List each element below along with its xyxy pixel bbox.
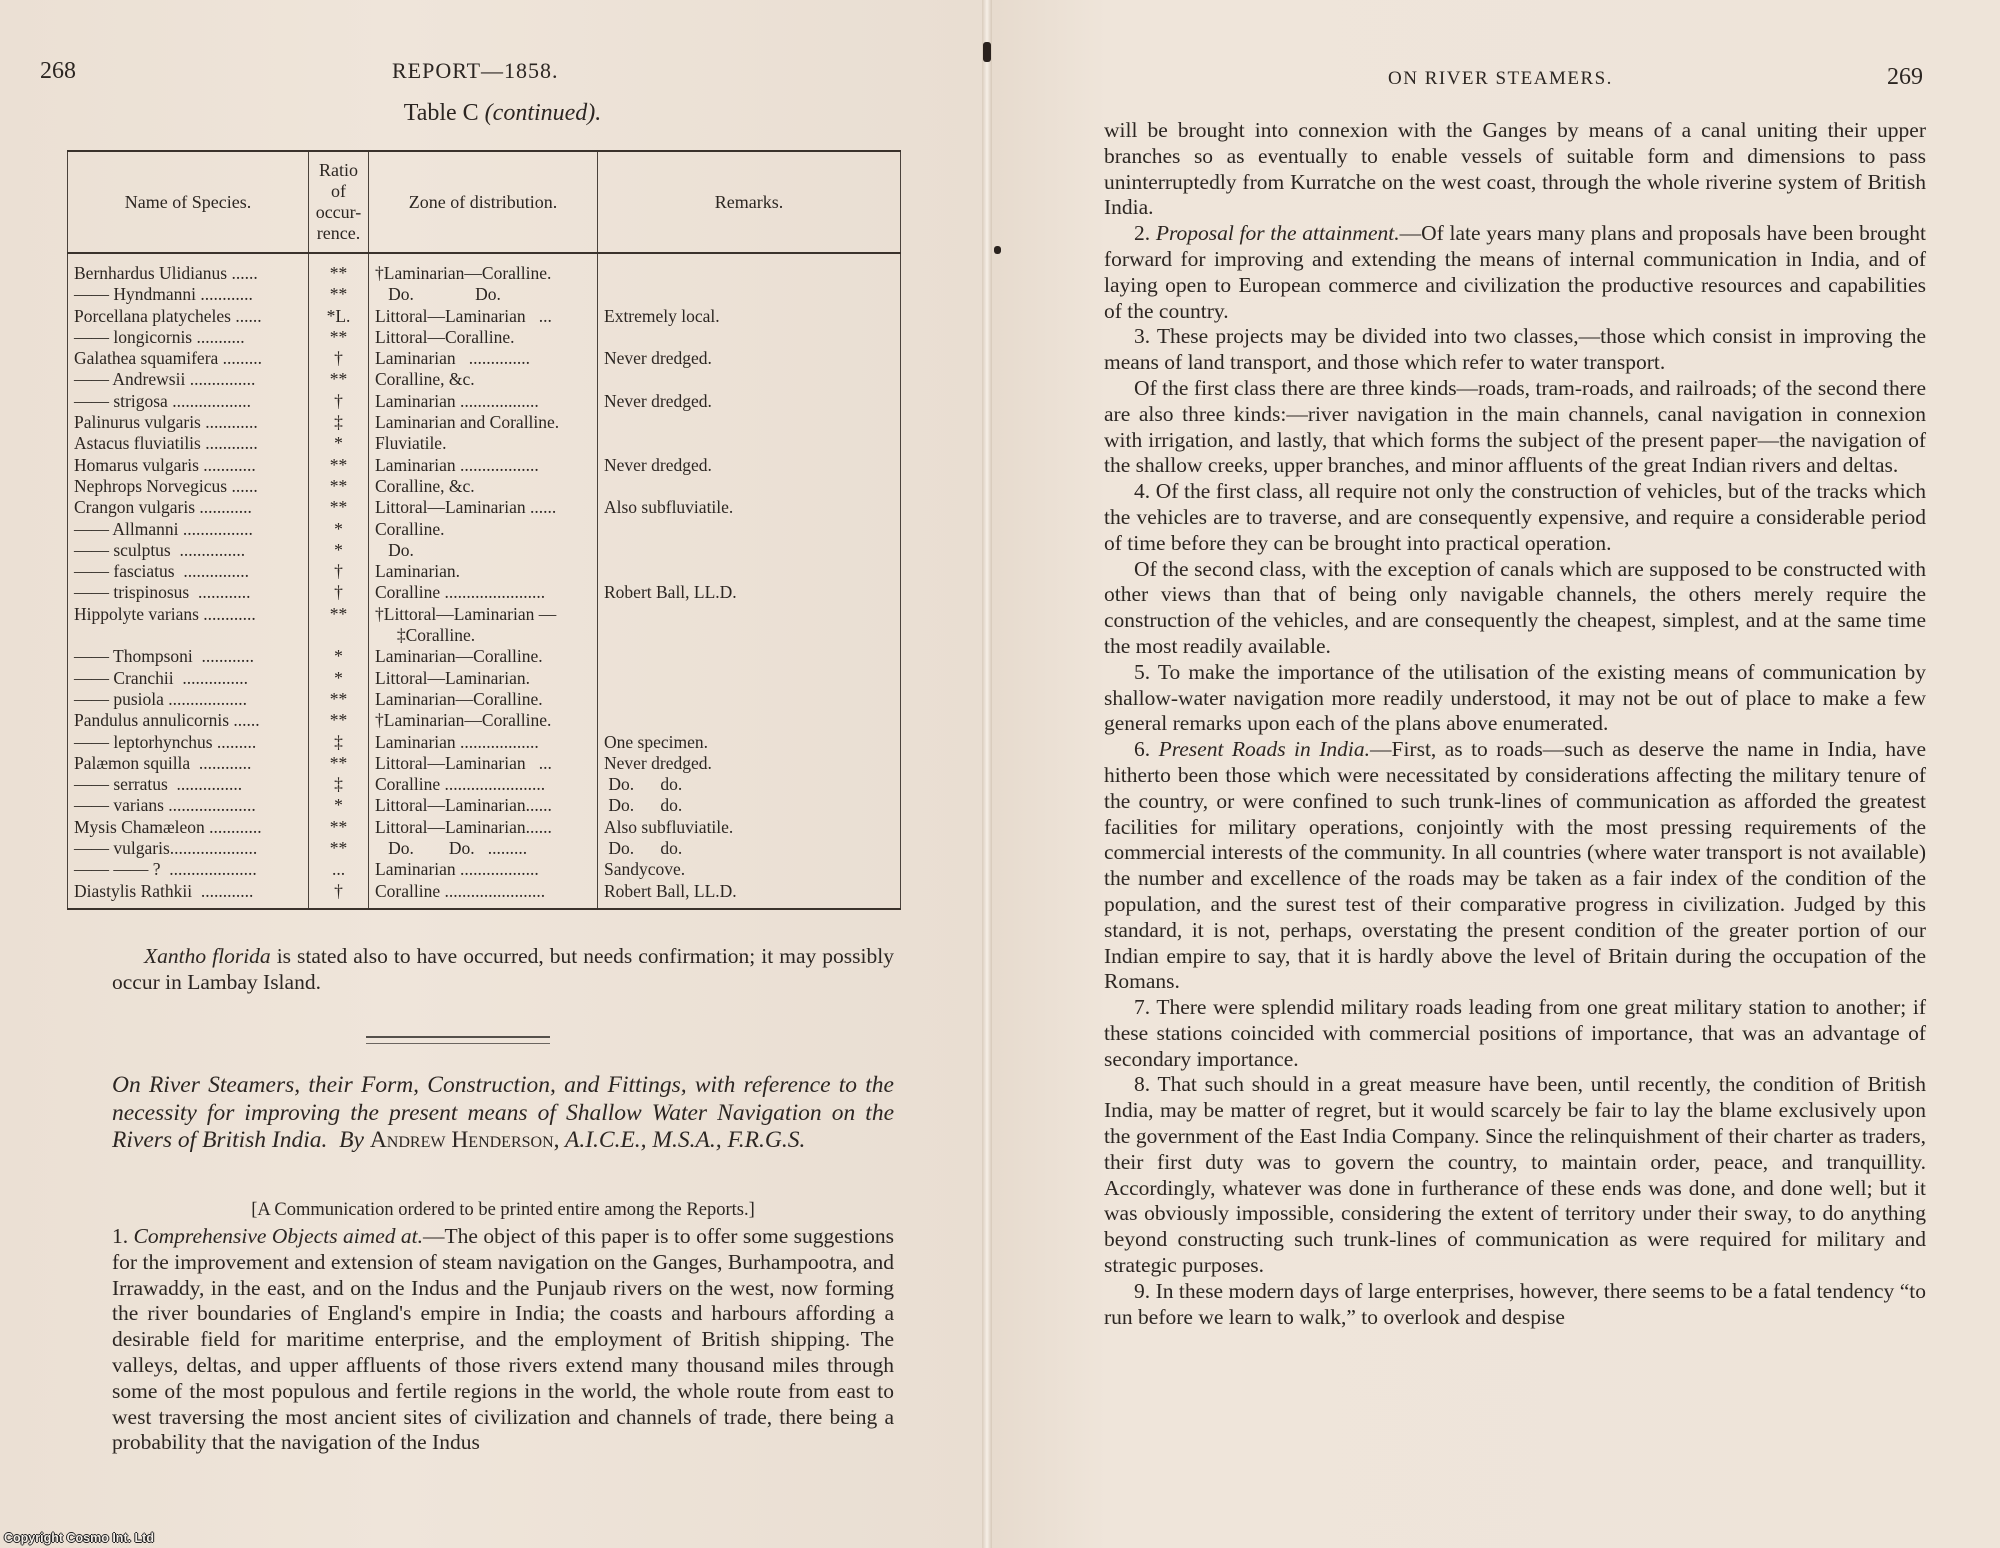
paper-author-credentials: A.I.C.E., M.S.A., F.R.G.S. [564,1127,806,1153]
remarks-cell: Never dredged. [598,455,901,476]
remarks-cell [598,668,901,689]
table-row [68,561,901,582]
ratio-cell: ** [309,284,369,305]
zone-cell: Laminarian .................. [369,732,598,753]
page-number-left: 268 [40,58,76,84]
species-name-cell: Hippolyte varians ............ [68,604,309,625]
remarks-cell [598,253,901,284]
note-italic-species: Xantho florida [144,944,271,968]
remarks-cell: Extremely local. [598,306,901,327]
ratio-cell: † [309,348,369,369]
zone-cell: Coralline ....................... [369,582,598,603]
zone-cell: Laminarian .................. [369,391,598,412]
paragraph-number: 2. [1134,221,1151,246]
paragraph-heading: Present Roads in India. [1158,737,1370,762]
zone-cell: Littoral—Coralline. [369,327,598,348]
table-row [68,540,901,561]
zone-cell: Do. [369,540,598,561]
species-name-cell: —— varians .................... [68,795,309,816]
remarks-cell [598,284,901,305]
ratio-cell: ** [309,253,369,284]
species-name-cell: —— —— ? .................... [68,859,309,880]
ratio-cell [309,625,369,646]
species-name-cell: Palinurus vulgaris ............ [68,412,309,433]
table-row [68,327,901,348]
ratio-cell: *L. [309,306,369,327]
table-row [68,455,901,476]
paragraph-number: 6. [1134,737,1151,762]
zone-cell: Laminarian and Coralline. [369,412,598,433]
ratio-cell: ** [309,327,369,348]
table-row [68,604,901,625]
paper-author: Andrew Henderson, [369,1127,560,1153]
paragraph [1104,1279,1926,1331]
ratio-cell: ** [309,604,369,625]
table-row [68,348,901,369]
zone-cell: Littoral—Laminarian ... [369,753,598,774]
header-remarks: Remarks. [598,151,901,253]
zone-cell: Littoral—Laminarian ...... [369,497,598,518]
remarks-cell [598,710,901,731]
section-1-heading: Comprehensive Objects aimed at. [133,1224,424,1248]
table-row [68,476,901,497]
table-row [68,753,901,774]
zone-cell: Coralline ....................... [369,774,598,795]
species-name-cell: Diastylis Rathkii ............ [68,881,309,909]
remarks-cell [598,646,901,667]
remarks-cell [598,604,901,625]
copyright-watermark: Copyright Cosmo Int. Ltd [4,1531,154,1545]
remarks-cell: Also subfluviatile. [598,817,901,838]
remarks-cell: Do. do. [598,795,901,816]
paragraph-number: 7. [1134,995,1151,1020]
running-head-left: REPORT—1858. [392,58,559,83]
paragraph-text: Of the first class, all require not only the construction of vehicles, but of the tracks which the vehicles are to traverse, and are consequently expensive, and require a considerable period of time before they can be brought into practical operation. [1104,479,1927,555]
species-name-cell: —— Andrewsii ............... [68,369,309,390]
zone-cell: Coralline. [369,519,598,540]
page-number-right: 269 [1887,64,1923,90]
species-name-cell: —— Cranchii ............... [68,668,309,689]
paragraph-text: —First, as to roads—such as deserve the name in India, have hitherto been those which were necessitated by considerations affecting the military tenure of the country, or were confined to such trunk-lines of communication as afforded the greatest facilities for military operations, conjointly with the most pressing requirements of the commercial interests of the community. In all countries (where water transport is not available) the number and excellence of the roads may be taken as a fair index of the condition of the population, and the surest test of their comparative progress in civilization. Judged by this standard, it is not, perhaps, overstating the present condition of the greater portion of our Indian empire to say, that it is hardly above the level of Britain during the occupation of the Romans. [1104,737,1927,994]
zone-cell: Laminarian .............. [369,348,598,369]
paragraph [1104,479,1926,556]
zone-cell: †Laminarian—Coralline. [369,253,598,284]
table-row [68,774,901,795]
paragraph-text: Of the second class, with the exception of canals which are supposed to be constructed with other views than that of being only navigable channels, the others merely require the construction of the vehicles, and are consequently the cheapest, simplest, and at the same time the most readily available. [1104,556,1926,658]
table-row [68,817,901,838]
zone-cell: Laminarian .................. [369,859,598,880]
table-row [68,881,901,909]
species-name-cell [68,625,309,646]
table-row [68,732,901,753]
species-name-cell: Palæmon squilla ............ [68,753,309,774]
species-table [67,150,901,910]
zone-cell: Littoral—Laminarian...... [369,817,598,838]
table-row [68,519,901,540]
table-row [68,582,901,603]
species-name-cell: —— serratus ............... [68,774,309,795]
paragraph-number: 9. [1134,1278,1151,1303]
ratio-cell: † [309,582,369,603]
paragraph [1104,1072,1926,1278]
species-name-cell: Crangon vulgaris ............ [68,497,309,518]
species-name-cell: —— Hyndmanni ............ [68,284,309,305]
remarks-cell: Do. do. [598,774,901,795]
remarks-cell [598,540,901,561]
species-name-cell: —— sculptus ............... [68,540,309,561]
ratio-cell: ‡ [309,774,369,795]
table-row [68,497,901,518]
paragraph-number: 8. [1134,1072,1151,1097]
remarks-cell: Robert Ball, LL.D. [598,881,901,909]
ratio-cell: † [309,561,369,582]
ratio-cell: ** [309,497,369,518]
remarks-cell [598,327,901,348]
species-table-body [68,253,901,909]
ratio-cell: ** [309,455,369,476]
remarks-cell [598,689,901,710]
species-name-cell: —— Thompsoni ............ [68,646,309,667]
table-row [68,646,901,667]
species-name-cell: Galathea squamifera ......... [68,348,309,369]
header-ratio-of-occurrence: Ratio of occur- rence. [309,151,369,253]
zone-cell: Fluviatile. [369,433,598,454]
table-row [68,625,901,646]
ratio-cell: ** [309,817,369,838]
paragraph [1104,324,1926,376]
species-name-cell: —— trispinosus ............ [68,582,309,603]
paragraph [1104,660,1926,737]
zone-cell: Do. Do. ......... [369,838,598,859]
zone-cell: Littoral—Laminarian. [369,668,598,689]
section-1-text: —The object of this paper is to offer some suggestions for the improvement and extension of steam navigation on the Ganges, Burhampootra, and Irrawaddy, in the east, and on the Indus and the Punjaub rivers on the west, now forming the river boundaries of England's empire in India; the coasts and harbours affording a desirable field for maritime enterprise, and the employment of British shipping. The valleys, deltas, and upper affluents of those rivers extend many thousand miles through some of the most populous and fertile regions in the world, the whole route from east to west traversing the most ancient sites of civilization and channels of trade, there being a probability that the navigation of the Indus [112,1224,894,1455]
ratio-cell: * [309,519,369,540]
species-name-cell: —— longicornis ........... [68,327,309,348]
ratio-cell: ** [309,710,369,731]
section-divider-rule [366,1036,550,1044]
remarks-cell [598,433,901,454]
paragraph-number: 4. [1134,479,1151,504]
running-head-right: ON RIVER STEAMERS. [1388,68,1613,89]
zone-cell: Coralline, &c. [369,476,598,497]
zone-cell: Coralline, &c. [369,369,598,390]
remarks-cell: One specimen. [598,732,901,753]
ratio-cell: ** [309,369,369,390]
species-name-cell: —— strigosa .................. [68,391,309,412]
paragraph-text: These projects may be divided into two classes,—those which consist in improving the means of land transport, and those which refer to water transport. [1104,324,1926,375]
species-name-cell: Bernhardus Ulidianus ...... [68,253,309,284]
ratio-cell: † [309,881,369,909]
zone-cell: †Laminarian—Coralline. [369,710,598,731]
ratio-cell: * [309,646,369,667]
table-caption-title: Table C [403,100,479,126]
zone-cell: Littoral—Laminarian ... [369,306,598,327]
remarks-cell [598,476,901,497]
table-header-row [68,151,901,253]
zone-cell: Littoral—Laminarian...... [369,795,598,816]
table-row [68,795,901,816]
ratio-cell: ** [309,838,369,859]
note-text: is stated also to have occurred, but needs confirmation; it may possibly occur in Lambay Island. [112,944,894,994]
section-1-paragraph: 1. Comprehensive Objects aimed at.—The object of this paper is to offer some suggestions for the improvement and extension of steam navigation on the Ganges, Burhampootra, and Irrawaddy, in the east, and on the Indus and the Punjaub rivers on the west, now forming the river boundaries of England's empire in India; the coasts and harbours affording a desirable field for maritime enterprise, and the employment of British shipping. The valleys, deltas, and upper affluents of those rivers extend many thousand miles through some of the most populous and fertile regions in the world, the whole route from east to west traversing the most ancient sites of civilization and channels of trade, there being a probability that the navigation of the Indus [112,1224,894,1455]
book-gutter [982,0,992,1548]
table-row [68,689,901,710]
paragraph [1104,995,1926,1072]
zone-cell: ‡Coralline. [369,625,598,646]
paragraph-text: There were splendid military roads leading from one great military station to another; if these stations coincided with commercial positions of importance, that was an advantage of secondary importance. [1104,995,1926,1071]
ratio-cell: ‡ [309,412,369,433]
binding-stitch [983,42,991,62]
table-row [68,391,901,412]
ratio-cell: ** [309,689,369,710]
paragraph [1104,737,1926,995]
table-caption-qualifier: (continued). [484,100,602,126]
paper-title: On River Steamers, their Form, Construction, and Fittings, with reference to the necessity for improving the present means of Shallow Water Navigation on the Rivers of British India. By Andrew Henderson, A.I.C.E., M.S.A., F.R.G.S. [112,1072,894,1153]
zone-cell: Coralline ....................... [369,881,598,909]
table-row [68,306,901,327]
remarks-cell [598,412,901,433]
paper-title-italic: On River Steamers, their Form, Construction, and Fittings, with reference to the necessity for improving the present means of Shallow Water Navigation on the Rivers of British India. [112,1072,894,1153]
remarks-cell [598,561,901,582]
remarks-cell [598,519,901,540]
paragraph [1104,221,1926,324]
paragraph-text: In these modern days of large enterprises, however, there seems to be a fatal tendency “to run before we learn to walk,” to overlook and despise [1104,1278,1926,1329]
binding-stitch [994,246,1001,254]
remarks-cell [598,625,901,646]
species-name-cell: Mysis Chamæleon ............ [68,817,309,838]
species-name-cell: —— Allmanni ................ [68,519,309,540]
paragraph [1104,376,1926,479]
paragraph-text: To make the importance of the utilisation of the existing means of communication by shallow-water navigation more readily understood, it may not be out of place to make a few general remarks upon each of the plans above enumerated. [1104,659,1926,736]
paragraph-text: will be brought into connexion with the Ganges by means of a canal uniting their upper branches so as eventually to enable vessels of suitable form and dimensions to pass uninterruptedly from Kurratche on the west coast, through the whole riverine system of British India. [1104,118,1926,220]
species-name-cell: Homarus vulgaris ............ [68,455,309,476]
paragraph-heading: Proposal for the attainment. [1155,221,1400,246]
remarks-cell: Never dredged. [598,348,901,369]
table-row [68,859,901,880]
remarks-cell [598,369,901,390]
species-name-cell: Astacus fluviatilis ............ [68,433,309,454]
species-name-cell: —— pusiola .................. [68,689,309,710]
header-name-of-species: Name of Species. [68,151,309,253]
zone-cell: †Littoral—Laminarian — [369,604,598,625]
species-name-cell: —— fasciatus ............... [68,561,309,582]
remarks-cell: Do. do. [598,838,901,859]
communication-note: [A Communication ordered to be printed entire among the Reports.] [251,1200,755,1220]
xantho-note [112,944,894,996]
table-row [68,433,901,454]
zone-cell: Laminarian. [369,561,598,582]
paragraph-text: Of the first class there are three kinds—roads, tram-roads, and railroads; of the second there are also three kinds:—river navigation in the main channels, canal navigation in connexion with irrigation, and lastly, that which forms the subject of the present paper—the navigation of the shallow creeks, upper branches, and minor affluents of the great Indian rivers and deltas. [1104,375,1926,478]
ratio-cell: * [309,540,369,561]
table-row [68,838,901,859]
ratio-cell: ‡ [309,732,369,753]
remarks-cell: Never dredged. [598,753,901,774]
paragraph-text: That such should in a great measure have been, until recently, the condition of British India, may be matter of regret, but it would scarcely be fair to lay the blame exclusively upon the government of the East India Company. Since the relinquishment of their charter as traders, their first duty was to govern the country, to maintain order, peace, and tranquillity. Accordingly, whatever was done in furtherance of these ends was done, and done well; but it was obviously impossible, considering the extent of territory under their sway, to do anything beyond constructing such trunk-lines of communication as were required for military and strategic purposes. [1104,1072,1926,1278]
zone-cell: Laminarian—Coralline. [369,689,598,710]
ratio-cell: ** [309,753,369,774]
right-page-body [1104,118,1926,1330]
paragraph-number: 3. [1134,324,1151,349]
zone-cell: Laminarian .................. [369,455,598,476]
remarks-cell: Also subfluviatile. [598,497,901,518]
table-row [68,253,901,284]
species-name-cell: —— leptorhynchus ......... [68,732,309,753]
table-row [68,668,901,689]
table-row [68,412,901,433]
species-name-cell: Porcellana platycheles ...... [68,306,309,327]
ratio-cell: * [309,795,369,816]
species-name-cell: Pandulus annulicornis ...... [68,710,309,731]
paragraph [1104,557,1926,660]
paragraph-text: —Of late years many plans and proposals have been brought forward for improving and extending the means of internal communication in India, and of laying open to European commerce and civilization the productive resources and capabilities of the country. [1104,221,1926,323]
ratio-cell: ** [309,476,369,497]
remarks-cell: Robert Ball, LL.D. [598,582,901,603]
header-zone-of-distribution: Zone of distribution. [369,151,598,253]
paragraph-number: 5. [1134,659,1151,684]
ratio-cell: * [309,668,369,689]
ratio-cell: † [309,391,369,412]
zone-cell: Do. Do. [369,284,598,305]
zone-cell: Laminarian—Coralline. [369,646,598,667]
ratio-cell: * [309,433,369,454]
table-caption [0,100,985,127]
paragraph [1104,118,1926,221]
species-name-cell: Nephrops Norvegicus ...... [68,476,309,497]
ratio-cell: ... [309,859,369,880]
table-row [68,710,901,731]
table-row [68,369,901,390]
remarks-cell: Never dredged. [598,391,901,412]
table-row [68,284,901,305]
remarks-cell: Sandycove. [598,859,901,880]
species-name-cell: —— vulgaris.................... [68,838,309,859]
